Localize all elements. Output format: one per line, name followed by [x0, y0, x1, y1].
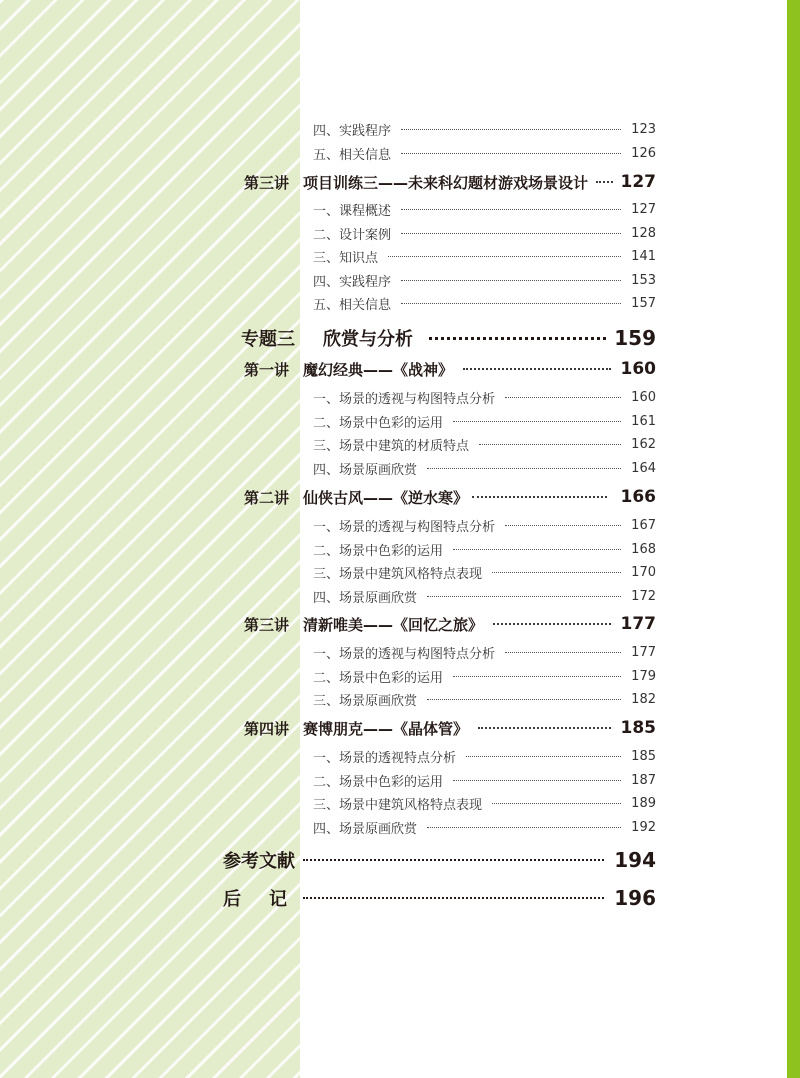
toc-item-title: 一、场景的透视与构图特点分析: [313, 391, 496, 407]
dot-leader: [401, 129, 621, 130]
toc-page-number: 127: [631, 201, 656, 217]
toc-item[interactable]: [313, 769, 656, 791]
toc-item-title: 四、实践程序: [313, 123, 392, 139]
toc-page-number: 196: [614, 886, 656, 910]
toc-item[interactable]: [313, 641, 656, 663]
dot-leader: [303, 897, 604, 899]
toc-lecture[interactable]: [244, 611, 656, 637]
references-label: 参考文献: [223, 851, 295, 872]
green-edge-bar: [787, 0, 800, 1078]
toc-item[interactable]: [313, 816, 656, 838]
toc-page-number: 127: [620, 172, 656, 192]
toc-item-title: 四、场景原画欣赏: [313, 462, 418, 478]
lecture-title: 项目训练三——未来科幻题材游戏场景设计: [303, 173, 589, 192]
toc-item[interactable]: [313, 222, 656, 244]
toc-page-number: 157: [631, 295, 656, 311]
toc-item-title: 一、场景的透视特点分析: [313, 750, 457, 766]
toc-item[interactable]: [313, 585, 656, 607]
toc-page-number: 187: [631, 772, 656, 788]
toc-page-number: 182: [631, 691, 656, 707]
toc-item-title: 四、实践程序: [313, 274, 392, 290]
dot-leader: [401, 303, 621, 304]
toc-page-number: 161: [631, 413, 656, 429]
dot-leader: [401, 209, 621, 210]
dot-leader: [479, 444, 621, 445]
dot-leader: [466, 756, 621, 757]
toc-page-number: 123: [631, 121, 656, 137]
toc-item-title: 二、场景中色彩的运用: [313, 415, 444, 431]
toc-item[interactable]: [313, 292, 656, 314]
toc-afterword[interactable]: [223, 882, 656, 914]
dot-leader: [401, 153, 621, 154]
toc-item[interactable]: [313, 745, 656, 767]
toc-item[interactable]: [313, 433, 656, 455]
toc-item-title: 三、场景原画欣赏: [313, 693, 418, 709]
dot-leader: [478, 727, 610, 729]
toc-item[interactable]: [313, 269, 656, 291]
dot-leader: [505, 652, 621, 653]
toc-topic[interactable]: [241, 322, 656, 354]
toc-page-number: 177: [620, 614, 656, 634]
dot-leader: [429, 337, 606, 340]
dot-leader: [493, 623, 610, 625]
toc-item[interactable]: [313, 561, 656, 583]
dot-leader: [427, 468, 621, 469]
lecture-label: 第四讲: [244, 719, 290, 738]
toc-page-number: 172: [631, 588, 656, 604]
toc-lecture[interactable]: [244, 169, 656, 195]
dot-leader: [505, 397, 621, 398]
dot-leader: [492, 803, 621, 804]
toc-item[interactable]: [313, 792, 656, 814]
toc-item-title: 二、场景中色彩的运用: [313, 670, 444, 686]
toc-page-number: 153: [631, 272, 656, 288]
toc-item-title: 二、设计案例: [313, 227, 392, 243]
toc-item[interactable]: [313, 538, 656, 560]
topic-label: 专题三: [241, 329, 295, 350]
toc-page-number: 166: [620, 487, 656, 507]
toc-page-number: 168: [631, 541, 656, 557]
toc-item[interactable]: [313, 142, 656, 164]
afterword-label: 后记: [223, 889, 315, 910]
toc-item-title: 三、场景中建筑的材质特点: [313, 438, 470, 454]
dot-leader: [401, 233, 621, 234]
dot-leader: [453, 780, 621, 781]
dot-leader: [492, 572, 621, 573]
lecture-title: 赛博朋克——《晶体管》: [303, 719, 469, 738]
toc-lecture[interactable]: [244, 484, 656, 510]
toc-item[interactable]: [313, 198, 656, 220]
toc-lecture[interactable]: [244, 715, 656, 741]
toc-page-number: 179: [631, 668, 656, 684]
toc-item-title: 二、场景中色彩的运用: [313, 543, 444, 559]
toc-page-number: 194: [614, 848, 656, 872]
dot-leader: [472, 496, 606, 498]
dot-leader: [453, 676, 621, 677]
toc-page-number: 141: [631, 248, 656, 264]
decorative-striped-band: [0, 0, 315, 1078]
toc-item-title: 四、场景原画欣赏: [313, 821, 418, 837]
dot-leader: [388, 256, 621, 257]
toc-item-title: 四、场景原画欣赏: [313, 590, 418, 606]
toc-item-title: 二、场景中色彩的运用: [313, 774, 444, 790]
dot-leader: [463, 368, 610, 370]
toc-item[interactable]: [313, 457, 656, 479]
toc-page-number: 192: [631, 819, 656, 835]
toc-item-title: 五、相关信息: [313, 147, 392, 163]
toc-item[interactable]: [313, 245, 656, 267]
toc-item[interactable]: [313, 410, 656, 432]
dot-leader: [505, 525, 621, 526]
dot-leader: [427, 699, 621, 700]
toc-page-number: 126: [631, 145, 656, 161]
dot-leader: [427, 596, 621, 597]
toc-page-number: 160: [631, 389, 656, 405]
topic-title: 欣赏与分析: [323, 329, 413, 350]
lecture-title: 魔幻经典——《战神》: [303, 360, 454, 379]
lecture-label: 第二讲: [244, 488, 290, 507]
toc-item-title: 三、场景中建筑风格特点表现: [313, 566, 483, 582]
toc-item-title: 一、课程概述: [313, 203, 392, 219]
toc-item[interactable]: [313, 665, 656, 687]
lecture-title: 清新唯美——《回忆之旅》: [303, 615, 484, 634]
toc-page-number: 185: [631, 748, 656, 764]
toc-page-number: 177: [631, 644, 656, 660]
lecture-label: 第三讲: [244, 615, 290, 634]
dot-leader: [453, 421, 621, 422]
toc-item[interactable]: [313, 514, 656, 536]
toc-item-title: 五、相关信息: [313, 297, 392, 313]
toc-item[interactable]: [313, 118, 656, 140]
toc-page-number: 189: [631, 795, 656, 811]
lecture-label: 第三讲: [244, 173, 290, 192]
dot-leader: [596, 181, 612, 183]
toc-item[interactable]: [313, 688, 656, 710]
dot-leader: [303, 859, 604, 861]
toc-item-title: 三、知识点: [313, 250, 379, 266]
toc-references[interactable]: [223, 844, 656, 876]
toc-item-title: 一、场景的透视与构图特点分析: [313, 519, 496, 535]
toc-page-number: 128: [631, 225, 656, 241]
toc-page-number: 162: [631, 436, 656, 452]
dot-leader: [453, 549, 621, 550]
dot-leader: [427, 827, 621, 828]
toc-item-title: 一、场景的透视与构图特点分析: [313, 646, 496, 662]
toc-item-title: 三、场景中建筑风格特点表现: [313, 797, 483, 813]
toc-page-number: 164: [631, 460, 656, 476]
toc-page-number: 185: [620, 718, 656, 738]
lecture-title: 仙侠古风——《逆水寒》: [303, 488, 469, 507]
toc-page-number: 159: [614, 326, 656, 350]
toc-page-number: 170: [631, 564, 656, 580]
dot-leader: [401, 280, 621, 281]
lecture-label: 第一讲: [244, 360, 290, 379]
toc-page-number: 167: [631, 517, 656, 533]
toc-item[interactable]: [313, 386, 656, 408]
toc-page-number: 160: [620, 359, 656, 379]
toc-lecture[interactable]: [244, 356, 656, 382]
